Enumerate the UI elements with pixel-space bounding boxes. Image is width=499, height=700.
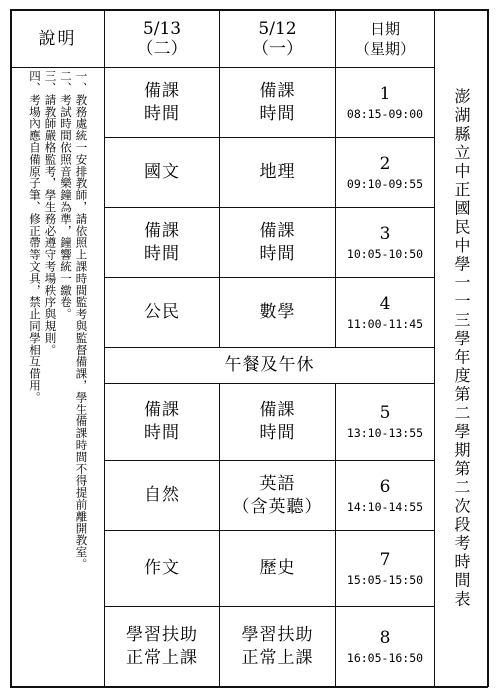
day2-subject-1: 備課 時間: [144, 80, 180, 124]
border-bottom: [10, 686, 488, 688]
period-1: [336, 68, 434, 137]
day2-subject-7: 作文: [144, 558, 180, 578]
note-item: 二、考試時間依照音樂鐘為準，鐘響統一繳卷。: [59, 70, 73, 320]
period-number: 6: [379, 476, 391, 497]
note-item: 一、教務處統一安排教師，請依照上課時間監考與監督備課，學生備課時間不得提前離開教室。: [74, 70, 89, 570]
day1-date: 5/12: [258, 18, 297, 39]
day1-subject-3: 備課 時間: [259, 220, 296, 264]
notes-list: [27, 70, 89, 670]
period-8: [336, 607, 434, 686]
day1-subject-2: 地理: [259, 162, 296, 182]
period-number: 8: [379, 627, 391, 648]
period-3: [336, 208, 434, 277]
period-6: [336, 461, 434, 530]
day1-weekday: （一）: [252, 38, 303, 59]
day1-subject-1: 備課 時間: [259, 80, 296, 124]
period-5: [336, 384, 434, 460]
period-number: 2: [379, 153, 391, 174]
day1-subject-8: 學習扶助 正常上課: [241, 624, 314, 668]
day2-subject-4: 公民: [144, 302, 180, 322]
page-title: 澎湖縣立中正國民中學一一三學年度第二學期第二次段考時間表: [452, 87, 471, 609]
header-period: 日期 （星期）: [354, 19, 415, 58]
lunch-break: 午餐及午休: [224, 355, 315, 375]
header-day2: [105, 10, 219, 67]
border-right: [487, 9, 489, 687]
period-number: 5: [379, 403, 391, 423]
period-time: 13:10-13:55: [346, 426, 424, 440]
period-time: 11:00-11:45: [346, 316, 424, 331]
period-time: 10:05-10:50: [346, 246, 424, 261]
note-item: 三、請教師嚴格監考，學生務必遵守考場秩序與規則。: [43, 70, 58, 356]
period-time: 16:05-16:50: [346, 650, 424, 665]
period-2: [336, 138, 434, 207]
period-time: 09:10-09:55: [346, 176, 424, 191]
day2-subject-6: 自然: [144, 485, 180, 505]
day2-subject-8: 學習扶助 正常上課: [126, 624, 198, 668]
period-number: 7: [379, 549, 391, 570]
note-item: 四、考場內應自備原子筆、修正帶等文具，禁止同學相互借用。: [28, 70, 42, 404]
day1-subject-5: 備課 時間: [259, 400, 296, 443]
period-number: 1: [379, 83, 391, 104]
day2-weekday: （二）: [136, 38, 188, 59]
notes-block: [11, 70, 104, 682]
day1-subject-7: 歷史: [259, 558, 296, 578]
day2-subject-5: 備課 時間: [144, 400, 180, 443]
notes-heading: 說明: [38, 28, 77, 49]
period-time: 15:05-15:50: [346, 572, 424, 587]
header-day1: [220, 10, 335, 67]
period-time: 08:15-09:00: [346, 106, 424, 121]
day1-subject-6: 英語 （含英聽）: [232, 473, 323, 517]
day2-subject-2: 國文: [144, 162, 180, 182]
day1-subject-4: 數學: [259, 302, 296, 322]
day2-date: 5/13: [142, 18, 182, 39]
day2-subject-3: 備課 時間: [144, 220, 180, 264]
period-time: 14:10-14:55: [346, 499, 424, 514]
period-number: 3: [379, 223, 391, 244]
period-number: 4: [379, 293, 391, 314]
period-7: [336, 531, 434, 606]
period-4: [336, 278, 434, 347]
